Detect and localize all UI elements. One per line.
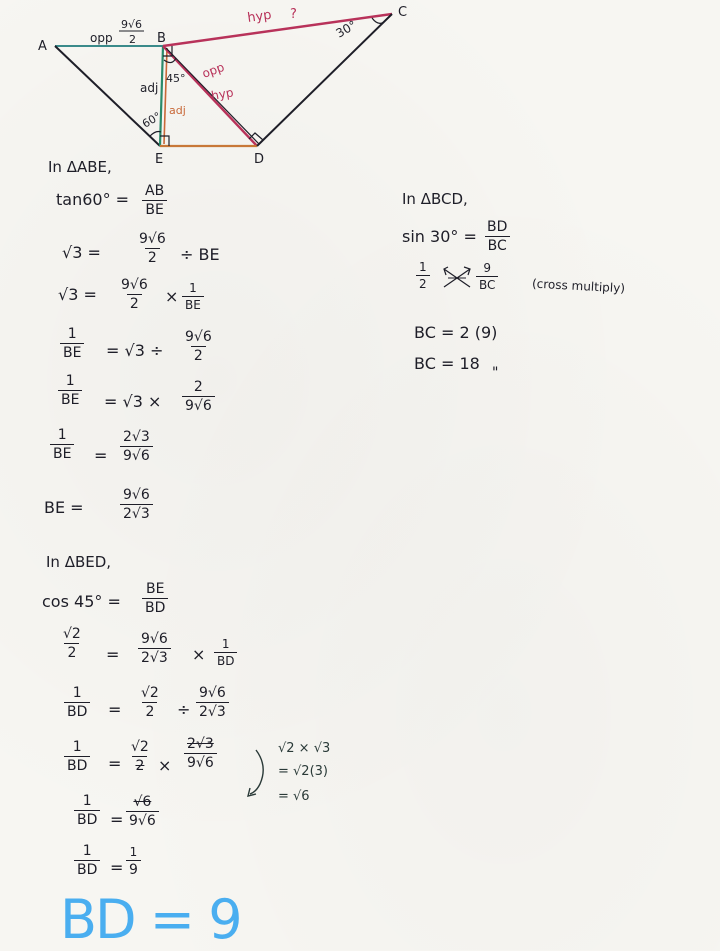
step5-rhs-fraction: [182, 380, 215, 413]
c6-lden: BD: [74, 860, 100, 877]
step1-num: AB: [145, 183, 165, 199]
step5-lden: BE: [58, 390, 82, 407]
label-adj-be-red: adj: [169, 104, 186, 117]
label-ab-num: 9√6: [121, 18, 143, 31]
vertex-d: D: [254, 152, 265, 167]
step5-mid: = √3 ×: [104, 392, 162, 411]
vertex-b: B: [157, 31, 166, 46]
cos-num: BE: [145, 581, 165, 597]
sin-fraction: [484, 220, 510, 253]
c6-lhs-fraction: [74, 844, 100, 877]
c5-rhs-fraction: [126, 795, 159, 828]
c2-lnum: √2: [63, 626, 81, 642]
r2-rnum: 9: [483, 261, 492, 275]
c3-eq: =: [108, 700, 122, 719]
c5-lnum: 1: [82, 793, 92, 809]
r2-lnum: 1: [419, 260, 427, 274]
label-hyp-bc: hyp: [246, 7, 273, 26]
c4-rden: 9√6: [184, 753, 217, 770]
c2-eq: =: [106, 645, 120, 664]
c2-fraction2: [214, 638, 237, 667]
c4-lden: BD: [64, 756, 90, 773]
r2-rhs-fraction: [476, 262, 498, 291]
vertex-a: A: [38, 39, 47, 54]
c2-lden: 2: [64, 643, 79, 660]
c4-mden: 2: [132, 756, 147, 773]
side-calc-2: = √2(3): [278, 764, 328, 779]
step3-times: ×: [165, 287, 179, 306]
segment-be: [160, 46, 163, 146]
c5-rden: 9√6: [126, 811, 159, 828]
step6-lhs-fraction: [50, 428, 74, 461]
c3-lnum: 1: [72, 685, 82, 701]
heading-bed: In ΔBED,: [46, 553, 112, 571]
step3-lhs: √3 =: [58, 285, 97, 304]
c3-div: ÷: [177, 700, 191, 719]
step5-rden: 9√6: [182, 396, 215, 413]
label-question: ?: [290, 7, 297, 22]
cross-multiply-note: (cross multiply): [531, 276, 626, 296]
step3-fraction1: [118, 278, 151, 311]
c3-lden: BD: [64, 702, 90, 719]
c3-mnum: √2: [141, 685, 159, 701]
r2-rden: BC: [476, 276, 498, 291]
c3-rhs-fraction: [196, 686, 229, 719]
c4-lnum: 1: [72, 739, 82, 755]
c4-times: ×: [158, 756, 172, 775]
segment-dc: [257, 14, 392, 146]
c2-rden: 2√3: [138, 648, 171, 665]
label-adj-be: adj: [140, 81, 159, 95]
label-ab-den: 2: [129, 33, 136, 46]
sin-num: BD: [487, 219, 508, 235]
c2-num2: 1: [221, 637, 230, 651]
label-angle-b: 45°: [166, 72, 186, 85]
c6-rden: 9: [126, 860, 141, 877]
step6-rnum: 2√3: [123, 429, 150, 445]
c5-lhs-fraction: [74, 794, 100, 827]
r2-lden: 2: [416, 275, 430, 290]
c5-eq: =: [110, 810, 124, 829]
step6-eq: =: [94, 446, 108, 465]
side-bracket-arrow: [236, 744, 276, 804]
step7-lhs: BE =: [44, 498, 84, 517]
step4-lhs-fraction: [60, 327, 84, 360]
heading-abe: In ΔABE,: [48, 158, 112, 176]
bc-step2: BC = 18: [414, 354, 480, 373]
c2-times: ×: [192, 645, 206, 664]
c3-rden: 2√3: [196, 702, 229, 719]
step5-lhs-fraction: [58, 374, 82, 407]
c3-lhs-fraction: [64, 686, 90, 719]
step4-lnum: 1: [67, 326, 77, 342]
step6-lnum: 1: [57, 427, 67, 443]
step4-rden: 2: [191, 346, 206, 363]
c5-rnum: √6: [133, 794, 152, 810]
step7-fraction: [120, 488, 153, 521]
step5-lnum: 1: [65, 373, 75, 389]
c5-lden: BD: [74, 810, 100, 827]
c2-den2: BD: [214, 652, 237, 667]
label-hyp-bd: hyp: [210, 85, 235, 103]
heading-bcd: In ΔBCD,: [402, 190, 468, 208]
final-answer: BD = 9: [60, 888, 241, 951]
c4-lhs-fraction: [64, 740, 90, 773]
c3-mden: 2: [142, 702, 157, 719]
step1-fraction: [142, 184, 167, 217]
step4-rnum: 9√6: [185, 329, 212, 345]
angle-arc-c: [372, 18, 384, 23]
sin-den: BC: [485, 236, 510, 253]
vertex-c: C: [398, 5, 408, 20]
step1-lhs: tan60° =: [56, 190, 130, 209]
step3-fraction2: [182, 282, 204, 311]
c6-eq: =: [110, 858, 124, 877]
segment-ae: [55, 46, 160, 146]
c6-lnum: 1: [82, 843, 92, 859]
step6-lden: BE: [50, 444, 74, 461]
cos-den: BD: [142, 598, 168, 615]
label-angle-e: 60°: [140, 109, 164, 131]
side-calc-3: = √6: [278, 789, 310, 804]
label-opp-bd: opp: [200, 59, 227, 81]
step3-den1: 2: [127, 294, 142, 311]
c6-rhs-fraction: [126, 846, 141, 877]
step3-num1: 9√6: [121, 277, 148, 293]
step7-num: 9√6: [123, 487, 150, 503]
segment-be-red: [164, 48, 167, 144]
step6-rden: 9√6: [120, 446, 153, 463]
c4-rnum: 2√3: [187, 736, 214, 752]
bc-final-mark: ": [492, 365, 499, 381]
c4-mid-fraction: [128, 740, 152, 773]
step3-den2: BE: [182, 296, 204, 311]
step7-den: 2√3: [120, 504, 153, 521]
label-angle-c: 30°: [333, 17, 359, 41]
step2-num: 9√6: [139, 231, 166, 247]
step2-den: 2: [145, 248, 160, 265]
step2-lhs: √3 =: [62, 243, 101, 262]
r2-lhs-fraction: [416, 261, 430, 290]
c4-mnum: √2: [131, 739, 149, 755]
c3-rnum: 9√6: [199, 685, 226, 701]
step4-lden: BE: [60, 343, 84, 360]
c2-rnum: 9√6: [141, 631, 168, 647]
sin-lhs: sin 30° =: [402, 227, 477, 246]
segment-bd: [163, 46, 257, 146]
step4-rhs-fraction: [182, 330, 215, 363]
geometry-diagram: [0, 0, 720, 170]
c4-rhs-fraction: [184, 737, 217, 770]
c2-rhs-fraction: [138, 632, 171, 665]
c4-eq: =: [108, 754, 122, 773]
step2-fraction: [136, 232, 169, 265]
cos-fraction: [142, 582, 168, 615]
c2-lhs-fraction: [60, 627, 84, 660]
step1-den: BE: [142, 200, 166, 217]
step3-num2: 1: [189, 281, 197, 295]
cross-multiply-arrows: [440, 263, 476, 293]
vertex-e: E: [155, 152, 164, 167]
label-opp-ab: opp: [90, 31, 113, 45]
c6-rnum: 1: [129, 845, 138, 859]
c3-mid-fraction: [138, 686, 162, 719]
cos-lhs: cos 45° =: [42, 592, 121, 611]
bc-step1: BC = 2 (9): [414, 323, 498, 342]
step4-mid: = √3 ÷: [106, 341, 164, 360]
step2-tail: ÷ BE: [180, 245, 220, 264]
side-calc-1: √2 × √3: [278, 741, 331, 756]
step6-rhs-fraction: [120, 430, 153, 463]
step5-rnum: 2: [193, 379, 203, 395]
